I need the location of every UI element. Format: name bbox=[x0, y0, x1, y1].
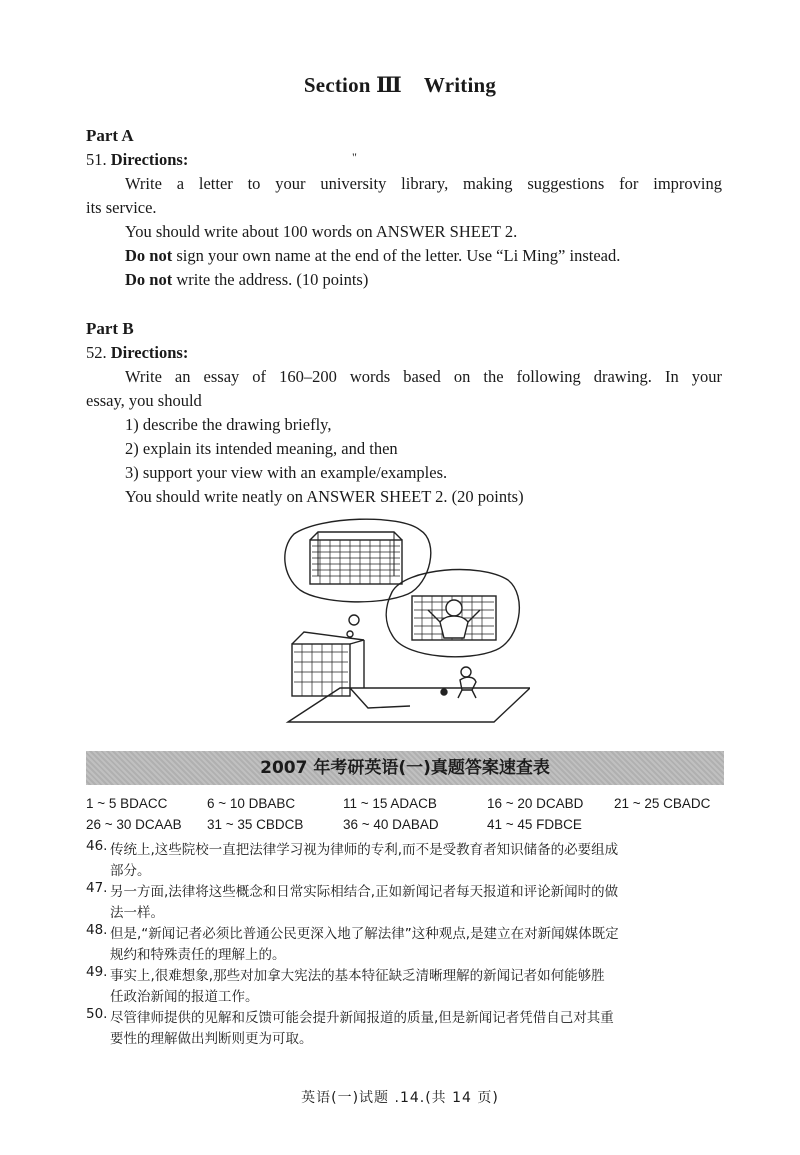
page-footer: 英语(一)试题 .14.(共 14 页) bbox=[301, 1090, 499, 1106]
part-a-line-4 bbox=[125, 246, 620, 266]
section-number: Section Ⅲ bbox=[303, 73, 402, 97]
goalkeeper-goal-icon bbox=[412, 596, 496, 640]
part-b-item-1: 1) describe the drawing briefly, bbox=[125, 415, 332, 434]
part-b-line-2: essay, you should bbox=[86, 391, 202, 410]
item-text-line-1: 但是,“新闻记者必须比普通公民更深入地了解法律”这种观点,是建立在对新闻媒体既定 bbox=[110, 926, 619, 942]
item-number: 46. bbox=[86, 838, 108, 854]
big-goal-icon bbox=[310, 532, 402, 584]
ball-icon bbox=[441, 689, 447, 695]
answer-range: 16 ~ 20 DCABD bbox=[487, 796, 584, 811]
answer-range: 1 ~ 5 BDACC bbox=[86, 796, 168, 811]
part-a-line-3: You should write about 100 words on ANSWER SHEET 2. bbox=[125, 222, 518, 241]
answer-table-title: 2007 年考研英语(一)真题答案速查表 bbox=[86, 751, 724, 785]
part-a-line-1: Write a letter to your university library, making suggestions for improving bbox=[125, 174, 722, 193]
item-number: 49. bbox=[86, 964, 108, 980]
item-number: 48. bbox=[86, 922, 108, 938]
part-b-heading: Part B bbox=[86, 319, 134, 338]
item-number: 47. bbox=[86, 880, 108, 896]
part-a-line-2: its service. bbox=[86, 198, 157, 217]
section-title bbox=[0, 72, 800, 98]
line-text: sign your own name at the end of the letter. Use “Li Ming” instead. bbox=[172, 246, 621, 265]
answer-range: 31 ~ 35 CBDCB bbox=[207, 817, 304, 832]
bubble-dot bbox=[349, 615, 359, 625]
part-a-line-5 bbox=[125, 270, 368, 290]
answer-range: 36 ~ 40 DABAD bbox=[343, 817, 439, 832]
item-text-line-2: 部分。 bbox=[110, 863, 151, 879]
answer-range: 41 ~ 45 FDBCE bbox=[487, 817, 582, 832]
section-name: Writing bbox=[423, 73, 497, 97]
item-text-line-1: 另一方面,法律将这些概念和日常实际相结合,正如新闻记者每天报道和评论新闻时的做 bbox=[110, 884, 619, 900]
field-lines bbox=[288, 688, 530, 722]
item-text-line-2: 规约和特殊责任的理解上的。 bbox=[110, 947, 286, 963]
bubble-dot bbox=[347, 631, 353, 637]
item-text-line-2: 法一样。 bbox=[110, 905, 164, 921]
cartoon-drawing bbox=[280, 512, 530, 737]
line-text: write the address. (10 points) bbox=[172, 270, 369, 289]
part-b-line-6: You should write neatly on ANSWER SHEET 2. (20 points) bbox=[125, 487, 524, 506]
question-number: 51. bbox=[86, 150, 107, 169]
emphasis-do-not: Do not bbox=[125, 246, 173, 265]
item-text-line-1: 事实上,很难想象,那些对加拿大宪法的基本特征缺乏清晰理解的新闻记者如何能够胜 bbox=[110, 968, 605, 984]
answer-range: 21 ~ 25 CBADC bbox=[614, 796, 711, 811]
question-number: 52. bbox=[86, 343, 107, 362]
part-a-heading: Part A bbox=[86, 126, 134, 145]
part-a-directions bbox=[86, 150, 188, 170]
part-b-item-3: 3) support your view with an example/examples. bbox=[125, 463, 448, 482]
player-icon bbox=[458, 667, 476, 698]
item-text-line-1: 尽管律师提供的见解和反馈可能会提升新闻报道的质量,但是新闻记者凭借自己对其重 bbox=[110, 1010, 614, 1026]
item-text-line-2: 要性的理解做出判断则更为可取。 bbox=[110, 1031, 313, 1047]
directions-label: Directions: bbox=[110, 343, 189, 362]
emphasis-do-not: Do not bbox=[125, 270, 173, 289]
directions-label: Directions: bbox=[110, 150, 189, 169]
answer-range: 6 ~ 10 DBABC bbox=[207, 796, 296, 811]
part-b-directions bbox=[86, 343, 188, 363]
item-text-line-1: 传统上,这些院校一直把法律学习视为律师的专利,而不是受教育者知识储备的必要组成 bbox=[110, 842, 619, 858]
small-goal-icon bbox=[292, 632, 364, 696]
answer-range: 26 ~ 30 DCAAB bbox=[86, 817, 182, 832]
stray-mark: " bbox=[352, 150, 357, 164]
answer-range: 11 ~ 15 ADACB bbox=[343, 796, 437, 811]
part-b-line-1: Write an essay of 160–200 words based on the following drawing. In your bbox=[125, 367, 722, 386]
item-number: 50. bbox=[86, 1006, 108, 1022]
item-text-line-2: 任政治新闻的报道工作。 bbox=[110, 989, 259, 1005]
part-b-item-2: 2) explain its intended meaning, and then bbox=[125, 439, 398, 458]
